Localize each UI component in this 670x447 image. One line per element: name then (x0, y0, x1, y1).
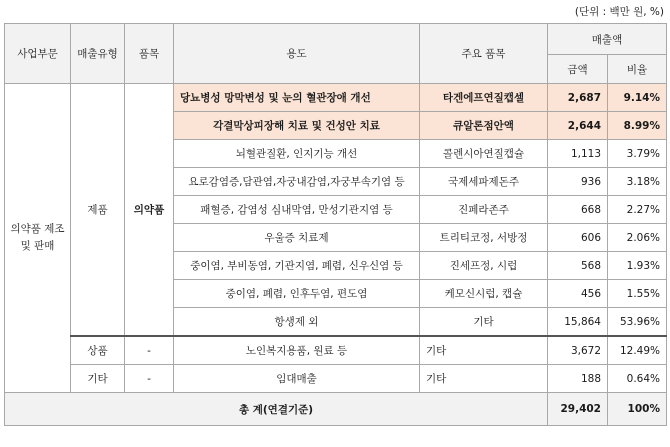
amount-cell: 2,644 (548, 112, 608, 140)
item-category-cell: - (125, 336, 174, 365)
header-sales-type: 매출유형 (71, 24, 125, 84)
amount-cell: 606 (548, 224, 608, 252)
table-row (5, 336, 667, 365)
ratio-cell: 12.49% (608, 336, 667, 365)
product-type-cell: 기타 (71, 365, 125, 393)
total-amount: 29,402 (548, 393, 608, 426)
ratio-cell: 8.99% (608, 112, 667, 140)
usage-cell: 각결막상피장해 치료 및 건성안 치료 (174, 112, 420, 140)
total-row (5, 393, 667, 426)
amount-cell: 1,113 (548, 140, 608, 168)
amount-cell: 2,687 (548, 84, 608, 112)
header-ratio: 비율 (608, 55, 667, 84)
usage-cell: 우울증 치료제 (174, 224, 420, 252)
product-type-cell: 상품 (71, 336, 125, 365)
amount-cell: 15,864 (548, 308, 608, 337)
item-category-cell: 의약품 (125, 84, 174, 337)
product-cell: 기타 (420, 308, 548, 337)
product-cell: 큐알론점안액 (420, 112, 548, 140)
product-cell: 진세프정, 시럽 (420, 252, 548, 280)
header-sales: 매출액 (548, 24, 667, 55)
usage-cell: 당뇨병성 망막변성 및 눈의 혈관장애 개선 (174, 84, 420, 112)
amount-cell: 3,672 (548, 336, 608, 365)
product-cell: 타겐에프연질캡셀 (420, 84, 548, 112)
ratio-cell: 2.27% (608, 196, 667, 224)
business-division-cell: 의약품 제조 및 판매 (5, 84, 71, 393)
product-cell: 트리티코정, 서방정 (420, 224, 548, 252)
total-ratio: 100% (608, 393, 667, 426)
header-main-product: 주요 품목 (420, 24, 548, 84)
item-category-cell: - (125, 365, 174, 393)
usage-cell: 뇌혈관질환, 인지기능 개선 (174, 140, 420, 168)
sales-table (4, 23, 667, 426)
amount-cell: 668 (548, 196, 608, 224)
amount-cell: 936 (548, 168, 608, 196)
amount-cell: 188 (548, 365, 608, 393)
product-cell: 기타 (420, 365, 548, 393)
header-usage: 용도 (174, 24, 420, 84)
header-amount: 금액 (548, 55, 608, 84)
usage-cell: 항생제 외 (174, 308, 420, 337)
total-label: 총 계(연결기준) (5, 393, 548, 426)
product-cell: 기타 (420, 336, 548, 365)
ratio-cell: 1.55% (608, 280, 667, 308)
usage-cell: 임대매출 (174, 365, 420, 393)
ratio-cell: 9.14% (608, 84, 667, 112)
unit-note: (단위 : 백만 원, %) (574, 6, 664, 18)
ratio-cell: 1.93% (608, 252, 667, 280)
header-item: 품목 (125, 24, 174, 84)
usage-cell: 노인복지용품, 원료 등 (174, 336, 420, 365)
usage-cell: 패혈증, 감염성 심내막염, 만성기관지염 등 (174, 196, 420, 224)
usage-cell: 요로감염증,담관염,자궁내감염,자궁부속기염 등 (174, 168, 420, 196)
header-business: 사업부문 (5, 24, 71, 84)
table-row (5, 84, 667, 112)
amount-cell: 456 (548, 280, 608, 308)
ratio-cell: 3.79% (608, 140, 667, 168)
table-row (5, 365, 667, 393)
usage-cell: 중이염, 폐렴, 인후두염, 편도염 (174, 280, 420, 308)
ratio-cell: 2.06% (608, 224, 667, 252)
product-cell: 국제세파제돈주 (420, 168, 548, 196)
product-type-cell: 제품 (71, 84, 125, 337)
ratio-cell: 53.96% (608, 308, 667, 337)
amount-cell: 568 (548, 252, 608, 280)
ratio-cell: 3.18% (608, 168, 667, 196)
usage-cell: 중이염, 부비동염, 기관지염, 폐렴, 신우신염 등 (174, 252, 420, 280)
ratio-cell: 0.64% (608, 365, 667, 393)
product-cell: 진페라존주 (420, 196, 548, 224)
product-cell: 콜렌시아연질캡슐 (420, 140, 548, 168)
product-cell: 케모신시럽, 캡슐 (420, 280, 548, 308)
